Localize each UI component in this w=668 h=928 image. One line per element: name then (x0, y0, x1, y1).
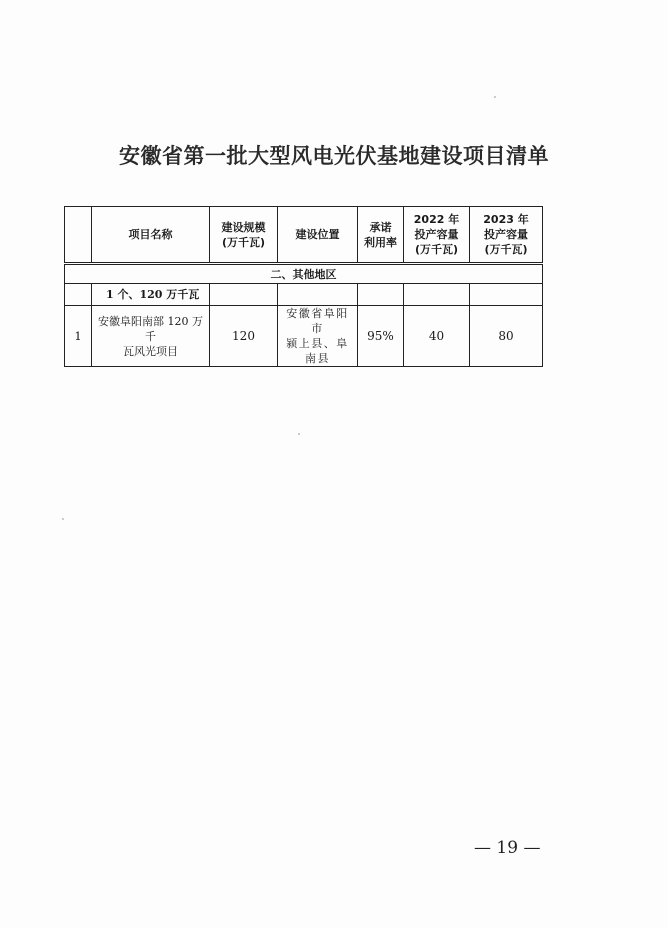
subtotal-empty-cell (278, 284, 358, 306)
header-capacity-2023 (470, 207, 543, 264)
header-utilization-line2: 利用率 (364, 235, 397, 249)
subtotal-empty-cell (210, 284, 278, 306)
row-capacity-2023: 80 (470, 306, 543, 367)
document-title: 安徽省第一批大型风电光伏基地建设项目清单 (119, 143, 549, 168)
subtotal-empty-cell (358, 284, 404, 306)
header-location: 建设位置 (278, 207, 358, 264)
row-location-line2: 颍上县、阜南县 (286, 337, 349, 365)
header-scale-line1: 建设规模 (221, 220, 266, 234)
header-2022-line3: (万千瓦) (414, 243, 459, 256)
header-2023-line1: 2023 年 (483, 213, 529, 226)
row-location (278, 306, 358, 367)
row-capacity-2022: 40 (404, 306, 470, 367)
scan-speck (494, 96, 496, 98)
section-label: 二、其他地区 (65, 264, 543, 284)
row-project-name-line1: 安徽阜阳南部 120 万千 (98, 314, 203, 343)
row-scale: 120 (210, 306, 278, 367)
header-utilization-line1: 承诺 (369, 220, 392, 234)
header-index (65, 207, 92, 264)
scan-speck (62, 518, 64, 520)
table-row (65, 306, 543, 367)
row-location-line1: 安徽省阜阳市 (286, 307, 349, 335)
subtotal-index-cell (65, 284, 92, 306)
section-row (65, 264, 543, 284)
subtotal-label: 1 个、120 万千瓦 (92, 284, 210, 306)
header-scale-line2: (万千瓦) (221, 235, 266, 249)
row-project-name (92, 306, 210, 367)
row-index: 1 (65, 306, 92, 367)
table-header-row (65, 207, 543, 264)
header-2023-line2: 投产容量 (484, 228, 528, 241)
header-project-name: 项目名称 (92, 207, 210, 264)
row-project-name-line2: 瓦风光项目 (123, 344, 178, 358)
header-2022-line1: 2022 年 (413, 213, 460, 226)
subtotal-empty-cell (404, 284, 470, 306)
header-2022-line2: 投产容量 (414, 228, 459, 241)
header-utilization (358, 207, 404, 264)
subtotal-empty-cell (470, 284, 543, 306)
scan-speck (298, 433, 300, 435)
header-scale (210, 207, 278, 264)
subtotal-row (65, 284, 543, 306)
page-number: — 19 — (474, 838, 541, 858)
project-table (64, 206, 543, 367)
row-utilization: 95% (358, 306, 404, 367)
header-2023-line3: (万千瓦) (484, 243, 528, 256)
header-capacity-2022 (404, 207, 470, 264)
